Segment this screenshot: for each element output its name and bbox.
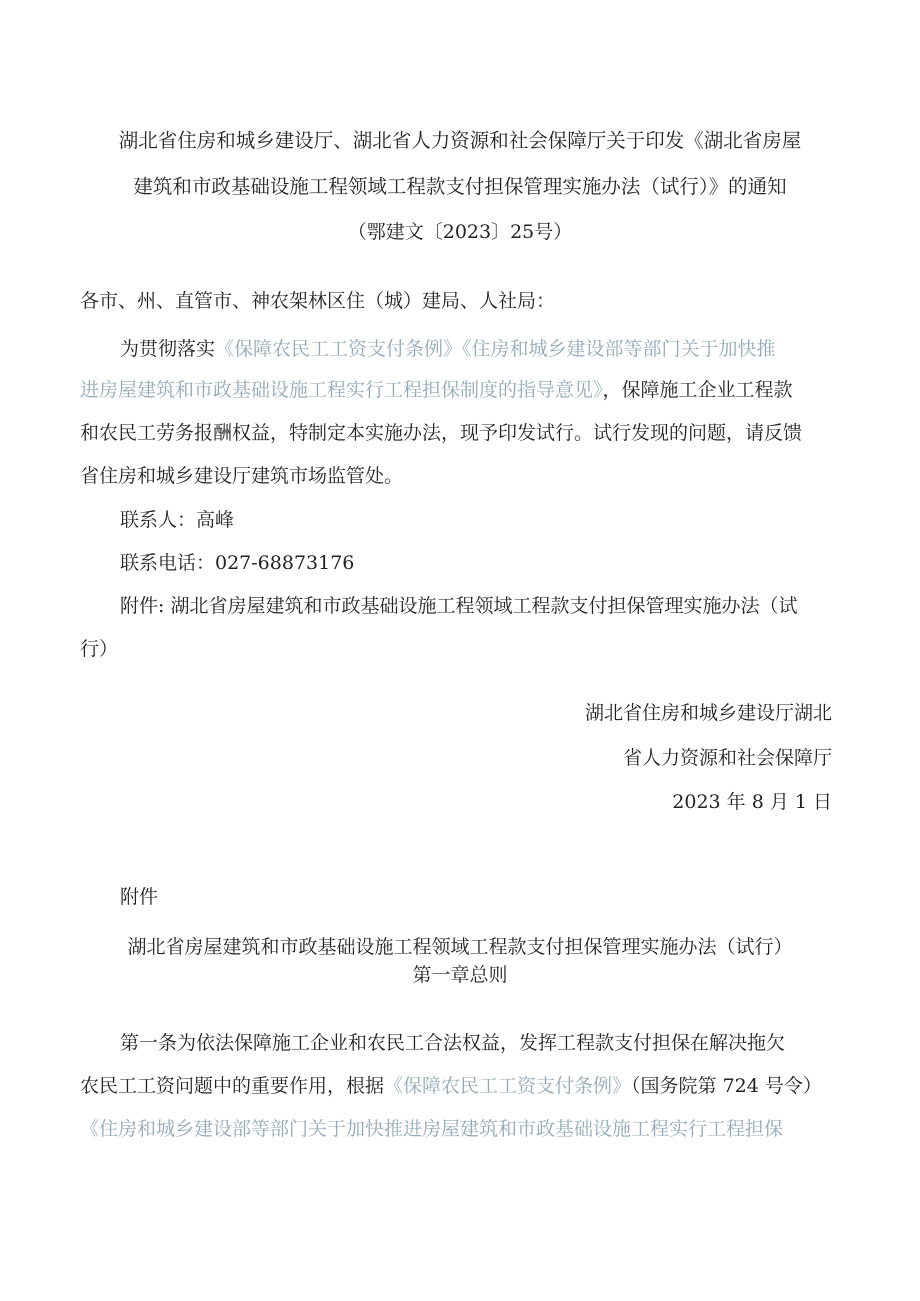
paragraph-1-line4: 省住房和城乡建设厅建筑市场监管处。 bbox=[80, 465, 404, 487]
notice-title-line1: 湖北省住房和城乡建设厅、湖北省人力资源和社会保障厅关于印发《湖北省房屋 bbox=[118, 129, 802, 152]
signature-org-line1: 湖北省住房和城乡建设厅湖北 bbox=[584, 702, 832, 724]
guidance-link-cont[interactable]: 进房屋建筑和市政基础设施工程实行工程担保制度的指导意见》 bbox=[80, 379, 603, 401]
article-1-line3 bbox=[80, 1117, 783, 1141]
article-text: 农民工工资问题中的重要作用，根据 bbox=[80, 1075, 385, 1097]
paragraph-text: 为贯彻落实 bbox=[120, 338, 216, 360]
paragraph-1-line1 bbox=[120, 337, 776, 361]
attachment-line1: 附件: 湖北省房屋建筑和市政基础设施工程领域工程款支付担保管理实施办法（试 bbox=[120, 595, 798, 617]
notice-title-line2: 建筑和市政基础设施工程领域工程款支付担保管理实施办法（试行）》的通知 bbox=[133, 175, 787, 198]
salutation: 各市、州、直管市、神农架林区住（城）建局、人社局： bbox=[80, 290, 556, 312]
signature-org-line2: 省人力资源和社会保障厅 bbox=[622, 747, 832, 769]
annex-title: 湖北省房屋建筑和市政基础设施工程领域工程款支付担保管理实施办法（试行） bbox=[127, 936, 793, 958]
guidance-link[interactable]: 《住房和城乡建设部等部门关于加快推 bbox=[462, 338, 776, 360]
paragraph-1-line2 bbox=[80, 378, 793, 402]
regulation-link[interactable]: 《保障农民工工资支付条例》 bbox=[215, 338, 463, 360]
paragraph-1-line3: 和农民工劳务报酬权益，特制定本实施办法，现予印发试行。试行发现的问题，请反馈 bbox=[80, 422, 803, 444]
signature-date: 2023 年 8 月 1 日 bbox=[672, 791, 832, 813]
article-text: （国务院第 724 号令） bbox=[631, 1075, 822, 1097]
annex-label: 附件 bbox=[120, 886, 159, 908]
contact-phone: 联系电话：027-68873176 bbox=[120, 552, 355, 574]
article-1-line2 bbox=[80, 1074, 822, 1098]
article-1-line1: 第一条为依法保障施工企业和农民工合法权益，发挥工程款支付担保在解决拖欠 bbox=[120, 1032, 786, 1054]
paragraph-text: ，保障施工企业工程款 bbox=[602, 379, 793, 401]
document-number: （鄂建文〔2023〕25号） bbox=[347, 221, 573, 243]
chapter-heading: 第一章总则 bbox=[412, 964, 508, 986]
guidance-link[interactable]: 《住房和城乡建设部等部门关于加快推进房屋建筑和市政基础设施工程实行工程担保 bbox=[80, 1118, 784, 1140]
contact-person: 联系人：高峰 bbox=[120, 509, 235, 531]
attachment-line2: 行） bbox=[80, 638, 119, 660]
regulation-link[interactable]: 《保障农民工工资支付条例》 bbox=[384, 1075, 632, 1097]
